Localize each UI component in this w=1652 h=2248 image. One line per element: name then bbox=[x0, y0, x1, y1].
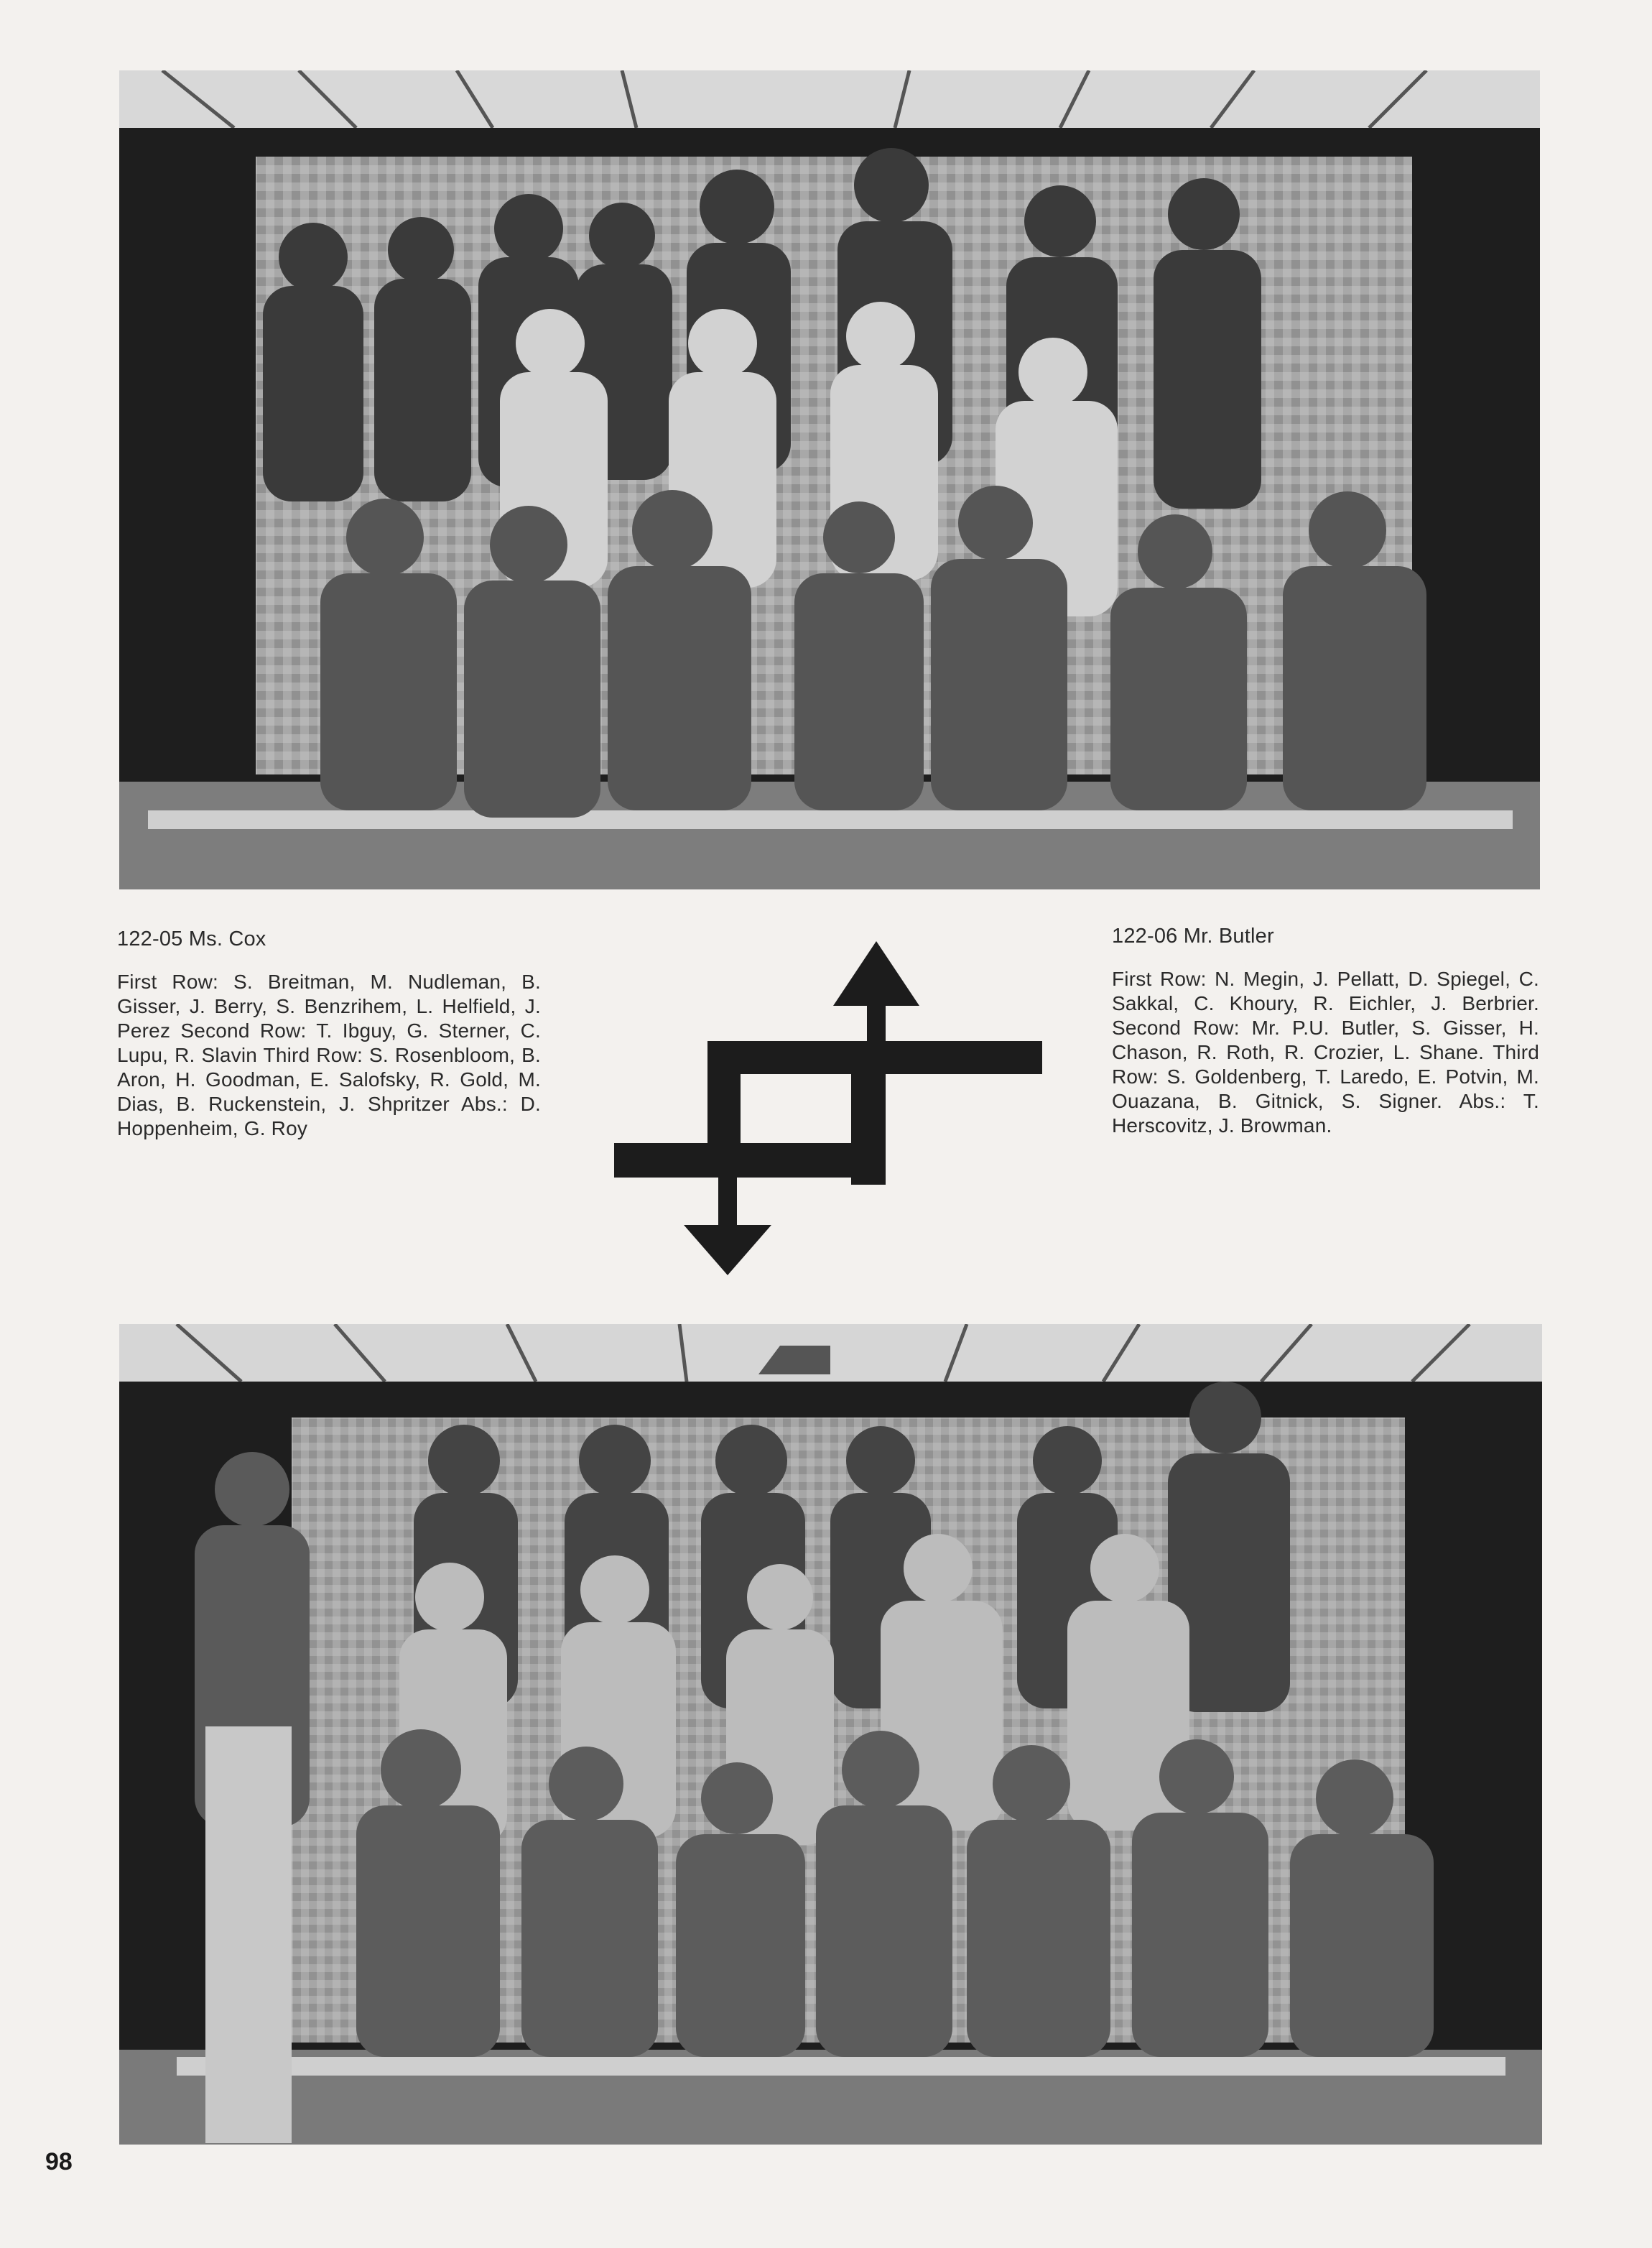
up-arrow-icon bbox=[833, 941, 919, 1006]
class-roster: First Row: N. Megin, J. Pellatt, D. Spiegel, C. Sakkal, C. Khoury, R. Eichler, J. Berbrier. Second Row: Mr. P.U. Butler, S. Gisser, H. Chason, R. Roth, R. Crozier, L. Shane. Third Row: S. Goldenberg, T. Laredo, E. Potvin, M. Ouazana, B. Gitnick, S. Signer. Abs.: T. Herscovitz, J. Browman. bbox=[1112, 968, 1539, 1137]
directional-arrows-logo bbox=[614, 938, 1042, 1275]
caption-class-122-06 bbox=[1112, 924, 1539, 1138]
down-arrow-icon bbox=[684, 1225, 771, 1275]
caption-class-122-05 bbox=[117, 927, 541, 1141]
class-photo-122-06 bbox=[119, 1324, 1542, 2145]
class-roster: First Row: S. Breitman, M. Nudleman, B. Gisser, J. Berry, S. Benzrihem, L. Helfield, J. Perez Second Row: T. Ibguy, G. Sterner, C. Lupu, R. Slavin Third Row: S. Rosenbloom, B. Aron, H. Goodman, E. Salofsky, R. Gold, M. Dias, B. Ruckenstein, J. Shpritzer Abs.: D. Hoppenheim, G. Roy bbox=[117, 971, 541, 1139]
class-title: 122-06 Mr. Butler bbox=[1112, 925, 1274, 948]
class-photo-122-05 bbox=[119, 70, 1540, 889]
page-number: 98 bbox=[45, 2148, 73, 2175]
class-title: 122-05 Ms. Cox bbox=[117, 928, 266, 950]
